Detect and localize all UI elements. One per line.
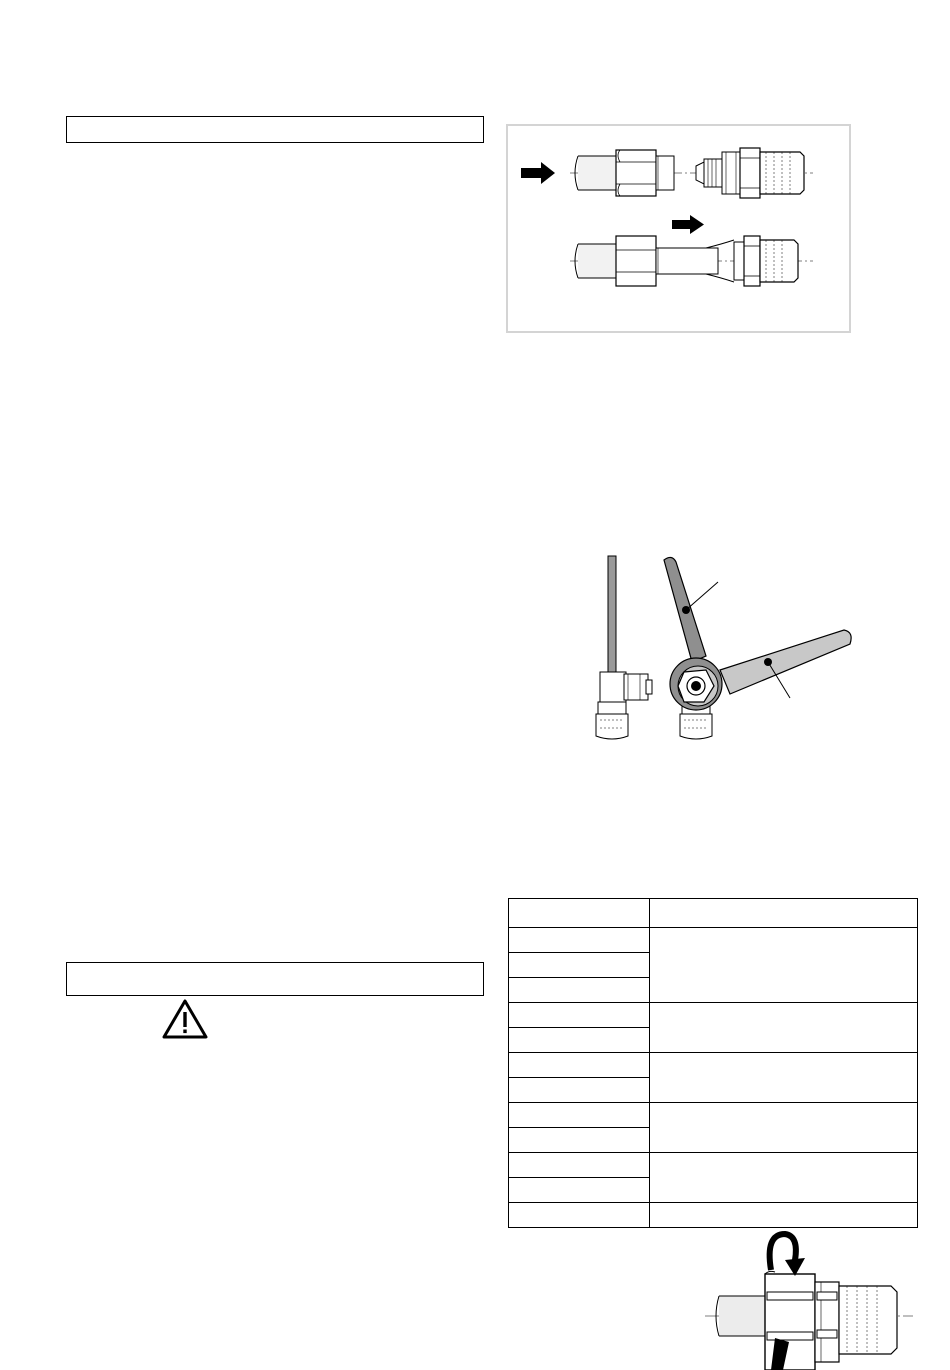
table-cell [509, 1178, 650, 1203]
table-cell [650, 1003, 918, 1053]
table-cell [650, 1203, 918, 1228]
table-cell [650, 1103, 918, 1153]
table-row [509, 1103, 918, 1128]
table-cell [509, 1078, 650, 1103]
table-header-cell [509, 899, 650, 928]
table-cell [509, 953, 650, 978]
table-header-cell [650, 899, 918, 928]
table-cell [509, 928, 650, 953]
table-cell [509, 1003, 650, 1028]
warning-triangle-icon [161, 998, 209, 1040]
section-header-box-2 [66, 962, 484, 996]
section-header-box-1 [66, 116, 484, 143]
fitting-rotation-figure [705, 1230, 915, 1370]
table-cell [509, 978, 650, 1003]
table-row [509, 1203, 918, 1228]
table-cell [509, 1103, 650, 1128]
wrench-tightening-figure [580, 552, 860, 744]
table-header-row [509, 899, 918, 928]
table-row [509, 1053, 918, 1078]
table-row [509, 1003, 918, 1028]
table-cell [509, 1203, 650, 1228]
table-cell [509, 1028, 650, 1053]
table-cell [509, 1128, 650, 1153]
table-cell [509, 1053, 650, 1078]
table-cell [509, 1153, 650, 1178]
table-cell [650, 1053, 918, 1103]
arrow-right-icon [672, 215, 704, 234]
table-row [509, 928, 918, 953]
table-row [509, 1153, 918, 1178]
arrow-right-icon [521, 162, 555, 184]
table-cell [650, 928, 918, 1003]
torque-table [508, 898, 918, 1228]
pipe-fitting-assembly-figure [506, 124, 851, 333]
curved-arrow-icon [770, 1234, 805, 1276]
table-cell [650, 1153, 918, 1203]
